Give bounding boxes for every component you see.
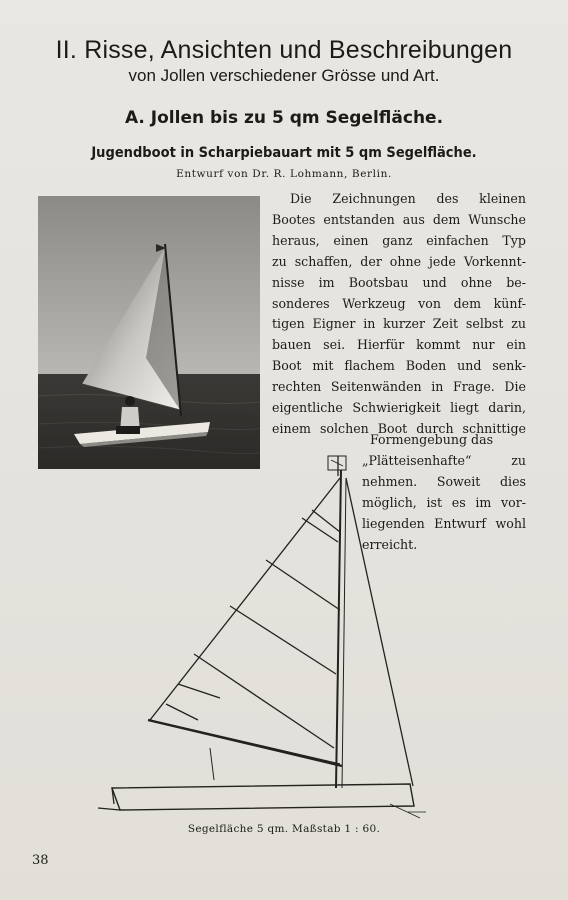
sail-plan-drawing xyxy=(90,448,430,828)
designer-credit: Entwurf von Dr. R. Lohmann, Berlin. xyxy=(176,168,392,180)
text-line: „Plätteisenhafte“ zu xyxy=(362,452,526,468)
text-line: Bootes entstanden aus dem Wunsche xyxy=(272,211,526,227)
chapter-subtitle: von Jollen verschiedener Grösse und Art. xyxy=(128,66,440,85)
text-line: nehmen. Soweit dies xyxy=(362,473,526,489)
dinghy-photo xyxy=(38,196,260,469)
dinghy-photo-image xyxy=(38,196,260,469)
section-heading: A. Jollen bis zu 5 qm Segelfläche. xyxy=(124,108,444,128)
figure-caption: Segelfläche 5 qm. Maßstab 1 : 60. xyxy=(187,823,381,835)
text-line: Formengebung das xyxy=(370,432,494,447)
text-line: rechten Seitenwänden in Frage. Die xyxy=(272,379,526,395)
body-text-upper xyxy=(272,189,526,440)
page-number: 38 xyxy=(32,853,49,868)
text-line: bauen sei. Hierfür kommt nur ein xyxy=(272,337,526,353)
text-line: Die Zeichnungen des kleinen xyxy=(290,191,526,206)
text-line: erreicht. xyxy=(362,536,418,552)
text-line: einem solchen Boot durch schnittige xyxy=(272,420,526,436)
text-line: liegenden Entwurf wohl xyxy=(362,515,526,531)
text-line: möglich, ist es im vor- xyxy=(362,494,526,510)
text-line: sonderes Werkzeug von dem künf- xyxy=(272,295,526,311)
chapter-title: II. Risse, Ansichten und Beschreibungen xyxy=(55,36,513,64)
sail-plan-svg xyxy=(90,448,430,828)
text-line: heraus, einen ganz einfachen Typ xyxy=(272,232,526,248)
text-line: nisse im Bootsbau und ohne be- xyxy=(272,274,526,290)
text-line: Boot mit flachem Boden und senk- xyxy=(272,358,526,374)
text-line: eigentliche Schwierigkeit liegt darin, xyxy=(272,400,526,416)
text-line: tigen Eigner in kurzer Zeit selbst zu xyxy=(272,316,526,332)
boat-title: Jugendboot in Scharpiebauart mit 5 qm Segelfläche. xyxy=(91,145,477,161)
text-line: zu schaffen, der ohne jede Vorkennt- xyxy=(272,253,526,269)
